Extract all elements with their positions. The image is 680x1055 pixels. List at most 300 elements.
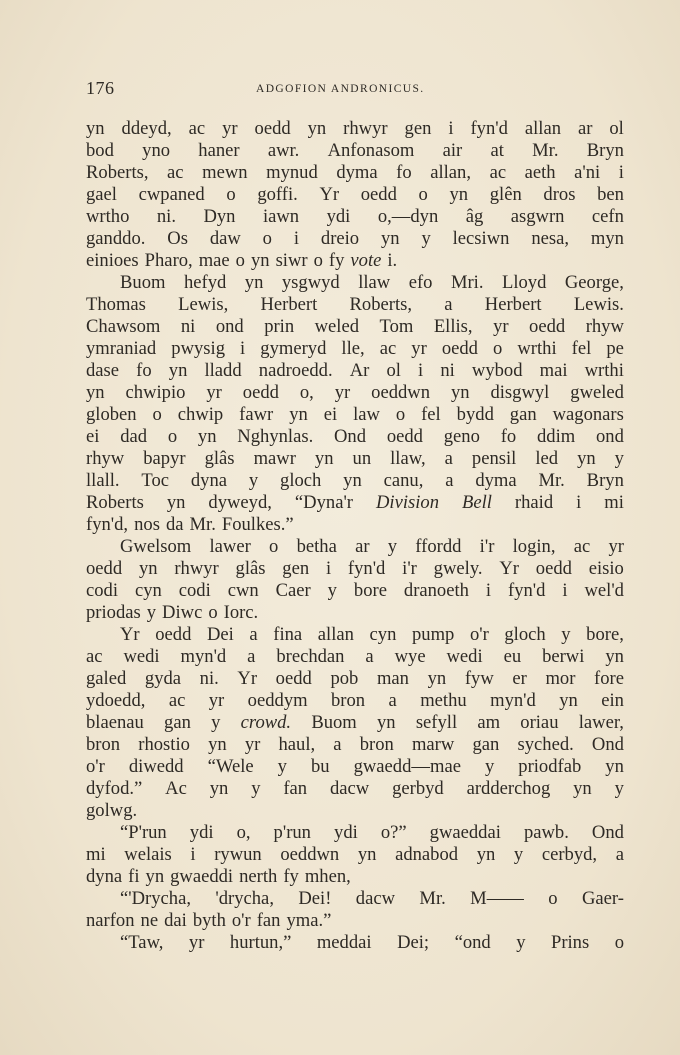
word: yn <box>86 118 105 139</box>
word: gan <box>164 712 191 733</box>
word: fan <box>256 910 281 931</box>
word: oedd <box>529 316 566 337</box>
word: y <box>146 602 157 623</box>
word: ni <box>440 360 455 381</box>
word: a <box>249 624 258 645</box>
text-line <box>86 822 624 844</box>
word: meddai <box>316 932 372 953</box>
word: y <box>614 778 624 799</box>
word: a'ni <box>574 162 601 183</box>
word: led <box>535 448 559 469</box>
word: Os <box>167 228 188 249</box>
word: o <box>395 404 406 425</box>
word: yn <box>307 118 327 139</box>
word: i <box>562 580 568 601</box>
word: gwaeddi <box>170 866 234 887</box>
word: gwaeddai <box>429 822 501 843</box>
word: da <box>165 514 184 535</box>
word: Thomas <box>86 294 146 315</box>
word: Mri. <box>450 272 484 293</box>
word: dase <box>86 360 120 381</box>
word: galed <box>86 668 127 689</box>
text-line <box>86 206 624 228</box>
word: Mr. <box>532 140 559 161</box>
word: “ond <box>454 932 491 953</box>
word: myn'd <box>180 646 227 667</box>
word: ar <box>577 118 593 139</box>
word: bod <box>86 140 114 161</box>
word: Ellis, <box>433 316 473 337</box>
word: Caer <box>275 580 311 601</box>
word: “P'run <box>120 822 167 843</box>
word: ar <box>355 536 370 557</box>
word: o <box>313 250 323 271</box>
word: y <box>513 844 524 865</box>
text-line <box>86 514 624 536</box>
word: o'r <box>86 756 105 777</box>
word: nerth <box>239 866 278 887</box>
word: i <box>240 338 246 359</box>
word: gan <box>472 734 500 755</box>
word: fy <box>283 866 299 887</box>
text-line <box>86 470 624 492</box>
text-line <box>86 624 624 646</box>
word: gwely. <box>433 558 483 579</box>
word: sefyll <box>415 712 458 733</box>
word: wybod <box>471 360 523 381</box>
text-line <box>86 888 624 910</box>
word: gael <box>86 184 117 205</box>
word: bore, <box>586 624 624 645</box>
text-line <box>86 382 624 404</box>
word: rywun <box>214 844 262 865</box>
text-line <box>86 580 624 602</box>
word: lawer <box>209 536 251 557</box>
word: pwysig <box>171 338 225 359</box>
word: Lewis. <box>573 294 624 315</box>
word: eisio <box>588 558 624 579</box>
word: law <box>353 404 380 425</box>
word: oeddwn <box>280 844 340 865</box>
word: gweled <box>570 382 624 403</box>
word: oedd <box>242 382 279 403</box>
word: priodas <box>86 602 141 623</box>
word: o <box>262 228 272 249</box>
word: i'r <box>402 558 417 579</box>
word: adnabod <box>395 844 459 865</box>
word: cyn <box>134 580 162 601</box>
word: a <box>615 844 624 865</box>
word: o <box>614 932 624 953</box>
word: marw <box>411 734 455 755</box>
word: i <box>448 118 454 139</box>
word: i'r <box>479 536 495 557</box>
word: ol <box>386 360 401 381</box>
word: methu <box>420 690 467 711</box>
word: narfon <box>86 910 135 931</box>
word: “Dyna'r <box>294 492 353 513</box>
word: a <box>444 448 453 469</box>
word: asgwrn <box>510 206 565 227</box>
word: yr <box>244 734 261 755</box>
text-line <box>86 316 624 338</box>
word: wye <box>394 646 426 667</box>
word: iawn <box>262 206 300 227</box>
word: allan, <box>430 162 472 183</box>
word: codi <box>178 580 211 601</box>
text-line <box>86 228 624 250</box>
word: ysgwyd <box>281 272 340 293</box>
word: awr. <box>267 140 300 161</box>
text-line <box>86 910 624 932</box>
word: glâs <box>235 558 266 579</box>
text-line <box>86 866 624 888</box>
word: canu, <box>383 470 424 491</box>
word: Prins <box>550 932 590 953</box>
word: welais <box>124 844 172 865</box>
word: fan <box>283 778 308 799</box>
word: gyda <box>144 668 182 689</box>
text-line <box>86 118 624 140</box>
text-line <box>86 272 624 294</box>
word: goffi. <box>257 184 298 205</box>
word: rhostio <box>138 734 190 755</box>
word: ymraniad <box>86 338 157 359</box>
word: Herbert <box>484 294 542 315</box>
word: pe <box>606 338 624 359</box>
word: weled <box>314 316 360 337</box>
word: yr <box>208 690 225 711</box>
word: o <box>152 404 162 425</box>
word: betha <box>296 536 337 557</box>
text-line <box>86 558 624 580</box>
word: haul, <box>278 734 316 755</box>
text-line <box>86 536 624 558</box>
word: oriau <box>520 712 559 733</box>
word: siwr <box>275 250 308 271</box>
word: gloch <box>504 624 546 645</box>
word: dacw <box>329 778 370 799</box>
word: wrtho <box>86 206 130 227</box>
word: “Wele <box>207 756 254 777</box>
word: ac <box>489 162 507 183</box>
word: y <box>251 778 261 799</box>
word: bron <box>86 734 121 755</box>
word: oedd <box>535 558 572 579</box>
word: yn <box>138 558 158 579</box>
word: bydd <box>456 404 494 425</box>
word: yn <box>314 448 334 469</box>
word: i <box>485 580 492 601</box>
text-line <box>86 162 624 184</box>
word: dacw <box>355 888 396 909</box>
text-line <box>86 712 624 734</box>
word: haner <box>198 140 240 161</box>
word: fel <box>571 338 592 359</box>
word: ydi <box>326 206 351 227</box>
word: o'r <box>469 624 489 645</box>
word: Dei <box>206 624 234 645</box>
word: i. <box>387 250 398 271</box>
word: wagonars <box>552 404 624 425</box>
word: yn <box>573 778 592 799</box>
word: at <box>490 140 504 161</box>
word: y <box>614 448 624 469</box>
word: wedi <box>123 646 160 667</box>
word: globen <box>86 404 137 425</box>
word: allan <box>524 118 561 139</box>
word: ein <box>601 690 624 711</box>
word: yn <box>559 690 578 711</box>
word: Iorc. <box>223 602 259 623</box>
word: y <box>387 536 398 557</box>
word: dyna <box>190 470 228 491</box>
word: fy <box>328 250 345 271</box>
word: i <box>576 492 582 513</box>
word: o <box>493 338 503 359</box>
word: wel'd <box>584 580 624 601</box>
word: brechdan <box>276 646 345 667</box>
word: Mr. <box>419 888 446 909</box>
word: blaenau <box>86 712 144 733</box>
word: fyn'd <box>470 118 508 139</box>
word: bron <box>331 690 366 711</box>
word: nos <box>134 514 160 535</box>
word: ffordd <box>415 536 462 557</box>
word: ddim <box>536 426 576 447</box>
word: ydi <box>189 822 214 843</box>
word: diwedd <box>128 756 184 777</box>
word: pump <box>411 624 455 645</box>
word: ond <box>595 426 624 447</box>
word: yn <box>427 668 447 689</box>
word: man <box>376 668 409 689</box>
word: ydoedd, <box>86 690 146 711</box>
word: yn <box>605 756 624 777</box>
word: gloch <box>280 470 322 491</box>
word: y <box>516 932 526 953</box>
word: Herbert <box>260 294 318 315</box>
word: Gwelsom <box>120 536 192 557</box>
italic-word: Division <box>375 492 439 513</box>
word: yn <box>289 404 308 425</box>
word: Diwc <box>162 602 203 623</box>
word: oedd <box>360 184 397 205</box>
text-line <box>86 492 624 514</box>
word: cefn <box>591 206 624 227</box>
word: ganddo. <box>86 228 146 249</box>
word: y <box>277 756 287 777</box>
word: Yr <box>499 558 519 579</box>
word: Mr. <box>189 514 216 535</box>
word: yn <box>577 448 596 469</box>
word: yn <box>450 382 470 403</box>
word: y <box>484 756 495 777</box>
word: login, <box>512 536 556 557</box>
word: o <box>208 602 218 623</box>
word: dad <box>120 426 148 447</box>
word: allan <box>317 624 354 645</box>
word: dyma <box>336 162 378 183</box>
word: Roberts, <box>86 162 149 183</box>
word: o <box>167 426 178 447</box>
word: a <box>388 690 397 711</box>
word: chwip <box>177 404 224 425</box>
word: cwpaned <box>138 184 205 205</box>
word: nadroedd. <box>258 360 333 381</box>
word: gan <box>509 404 537 425</box>
word: pawb. <box>523 822 569 843</box>
word: bapyr <box>143 448 186 469</box>
text-line <box>86 602 624 624</box>
word: o, <box>299 382 314 403</box>
word: ne <box>140 910 159 931</box>
word: bu <box>310 756 330 777</box>
word: bore <box>353 580 387 601</box>
word: ac <box>168 690 186 711</box>
word: Ond <box>591 822 624 843</box>
word: Dyn <box>203 206 236 227</box>
word: rhaid <box>514 492 554 513</box>
word: fyw <box>464 668 494 689</box>
word: y <box>327 580 337 601</box>
word: gen <box>404 118 432 139</box>
word: y <box>248 470 259 491</box>
word: i <box>618 162 624 183</box>
word: o'r <box>231 910 251 931</box>
word: einioes <box>86 250 139 271</box>
word: ac <box>188 118 206 139</box>
word: George, <box>564 272 624 293</box>
word: Toc <box>141 470 170 491</box>
word: mor <box>545 668 576 689</box>
word: yn <box>357 844 377 865</box>
word: oedd <box>86 558 123 579</box>
word: a <box>365 646 374 667</box>
word: fawr <box>239 404 274 425</box>
word: Ac <box>165 778 187 799</box>
word: golwg. <box>86 800 138 821</box>
word: mynud <box>266 162 318 183</box>
word: yn <box>244 272 264 293</box>
word: ac <box>573 536 591 557</box>
word: o <box>548 888 558 909</box>
word: yn <box>86 382 105 403</box>
word: wrthi <box>517 338 557 359</box>
text-line <box>86 294 624 316</box>
word: wedi <box>446 646 483 667</box>
word: gerbyd <box>392 778 444 799</box>
word: ddeyd, <box>121 118 172 139</box>
italic-word: crowd. <box>240 712 292 733</box>
word: mawr <box>253 448 296 469</box>
word: bron <box>359 734 394 755</box>
word: fina <box>273 624 303 645</box>
word: Bryn <box>586 140 624 161</box>
word: ei <box>323 404 338 425</box>
word: ben <box>597 184 624 205</box>
word: cerbyd, <box>541 844 598 865</box>
body-text <box>86 118 624 954</box>
word: oedd <box>386 426 423 447</box>
word: yn <box>168 360 188 381</box>
word: yn <box>208 734 227 755</box>
word: ni. <box>199 668 219 689</box>
italic-word: Bell <box>461 492 492 513</box>
word: yn <box>377 712 396 733</box>
word: dai <box>164 910 187 931</box>
word: un <box>352 448 372 469</box>
word: yn <box>449 184 469 205</box>
word: y <box>561 624 571 645</box>
word: o <box>269 536 279 557</box>
word: glên <box>489 184 522 205</box>
word: ond <box>215 316 244 337</box>
word: codi <box>86 580 119 601</box>
word: i <box>418 360 424 381</box>
text-line <box>86 932 624 954</box>
word: Ond <box>334 426 367 447</box>
word: i <box>190 844 196 865</box>
word: yr <box>493 316 509 337</box>
word: i <box>293 228 300 249</box>
word: priodfab <box>518 756 582 777</box>
word: dros <box>543 184 576 205</box>
word: prin <box>264 316 295 337</box>
word: pensil <box>471 448 517 469</box>
word: fo <box>136 360 152 381</box>
word: pob <box>330 668 359 689</box>
word: oeddwn <box>371 382 431 403</box>
word: daw <box>209 228 241 249</box>
word: yn <box>145 866 165 887</box>
word: mhen, <box>304 866 351 887</box>
word: hefyd <box>183 272 227 293</box>
text-line <box>86 646 624 668</box>
word: myn'd <box>490 690 536 711</box>
word: yn <box>343 470 362 491</box>
word: fo <box>396 162 412 183</box>
text-line <box>86 404 624 426</box>
word: dranoeth <box>403 580 469 601</box>
word: o <box>418 184 428 205</box>
word: Chawsom <box>86 316 161 337</box>
word: oedd <box>441 338 478 359</box>
word: ni <box>180 316 196 337</box>
word: glâs <box>204 448 235 469</box>
word: yn <box>209 778 229 799</box>
word: 'drycha, <box>215 888 274 909</box>
word: oedd <box>155 624 192 645</box>
word: gwaedd—mae <box>353 756 461 777</box>
word: dyna <box>86 866 123 887</box>
word: Yr <box>120 624 140 645</box>
word: gymeryd <box>260 338 327 359</box>
word: dyweyd, <box>208 492 272 513</box>
word: Dei! <box>298 888 332 909</box>
word: nesa, <box>531 228 569 249</box>
word: yr <box>411 338 427 359</box>
running-head: ADGOFION ANDRONICUS. <box>256 83 425 95</box>
word: p'run <box>273 822 311 843</box>
word: Lloyd <box>501 272 547 293</box>
word: yr <box>222 118 238 139</box>
word: Foulkes.” <box>221 514 294 535</box>
word: Nghynlas. <box>237 426 314 447</box>
word: rhwyr <box>343 118 388 139</box>
word: âg <box>465 206 484 227</box>
word: myn <box>590 228 624 249</box>
